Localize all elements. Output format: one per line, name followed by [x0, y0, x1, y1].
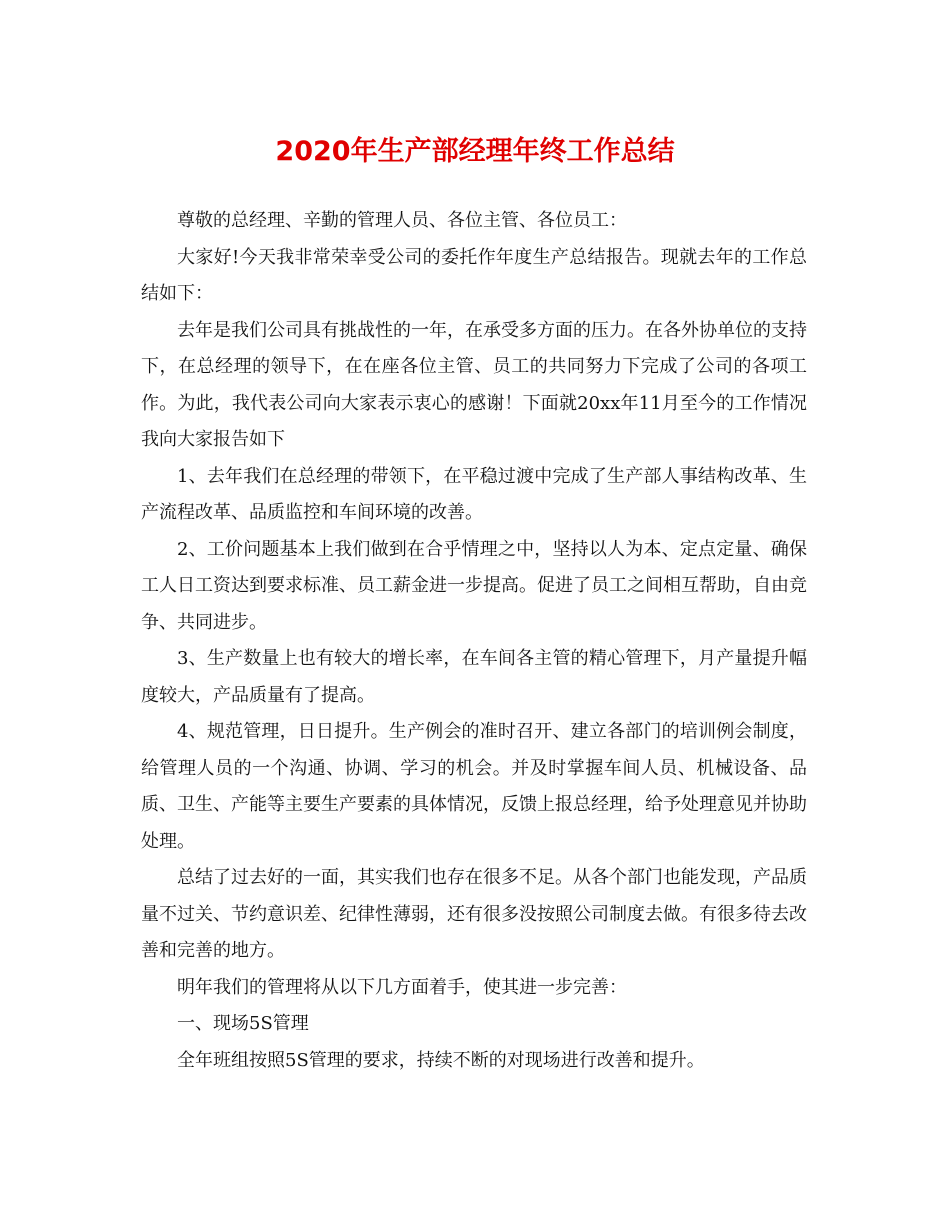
paragraph-shortcomings: 总结了过去好的一面，其实我们也存在很多不足。从各个部门也能发现，产品质量不过关、节约意识差、纪律性薄弱，还有很多没按照公司制度去做。有很多待去改善和完善的地方。	[141, 867, 807, 961]
paragraph-next-year: 明年我们的管理将从以下几方面着手，使其进一步完善：	[177, 976, 627, 998]
paragraph-item-4: 4、规范管理，日日提升。生产例会的准时召开、建立各部门的培训例会制度，给管理人员的一个沟通、协调、学习的机会。并及时掌握车间人员、机械设备、品质、卫生、产能等主要生产要素的具体情况，反馈上报总经理，给予处理意见并协助处理。	[141, 721, 807, 852]
document-body	[141, 203, 807, 1079]
paragraph-salutation: 尊敬的总经理、辛勤的管理人员、各位主管、各位员工：	[177, 210, 627, 231]
paragraph-overview: 去年是我们公司具有挑战性的一年，在承受多方面的压力。在各外协单位的支持下，在总经理的领导下，在在座各位主管、员工的共同努力下完成了公司的各项工作。为此，我代表公司向大家表示衷心的感谢！下面就20xx年11月至今的工作情况我向大家报告如下	[141, 319, 807, 450]
paragraph-item-2: 2、工价问题基本上我们做到在合乎情理之中，坚持以人为本、定点定量、确保工人日工资达到要求标准、员工薪金进一步提高。促进了员工之间相互帮助，自由竞争、共同进步。	[141, 538, 807, 633]
paragraph-item-3: 3、生产数量上也有较大的增长率，在车间各主管的精心管理下，月产量提升幅度较大，产品质量有了提高。	[141, 648, 807, 706]
paragraph-item-1: 1、去年我们在总经理的带领下，在平稳过渡中完成了生产部人事结构改革、生产流程改革、品质监控和车间环境的改善。	[141, 465, 807, 523]
paragraph-5s: 全年班组按照5S管理的要求，持续不断的对现场进行改善和提升。	[177, 1049, 705, 1071]
paragraph-greeting: 大家好!今天我非常荣幸受公司的委托作年度生产总结报告。现就去年的工作总结如下：	[141, 246, 807, 304]
document-title: 2020年生产部经理年终工作总结	[275, 136, 675, 167]
section-heading-5s: 一、现场5S管理	[177, 1013, 309, 1034]
